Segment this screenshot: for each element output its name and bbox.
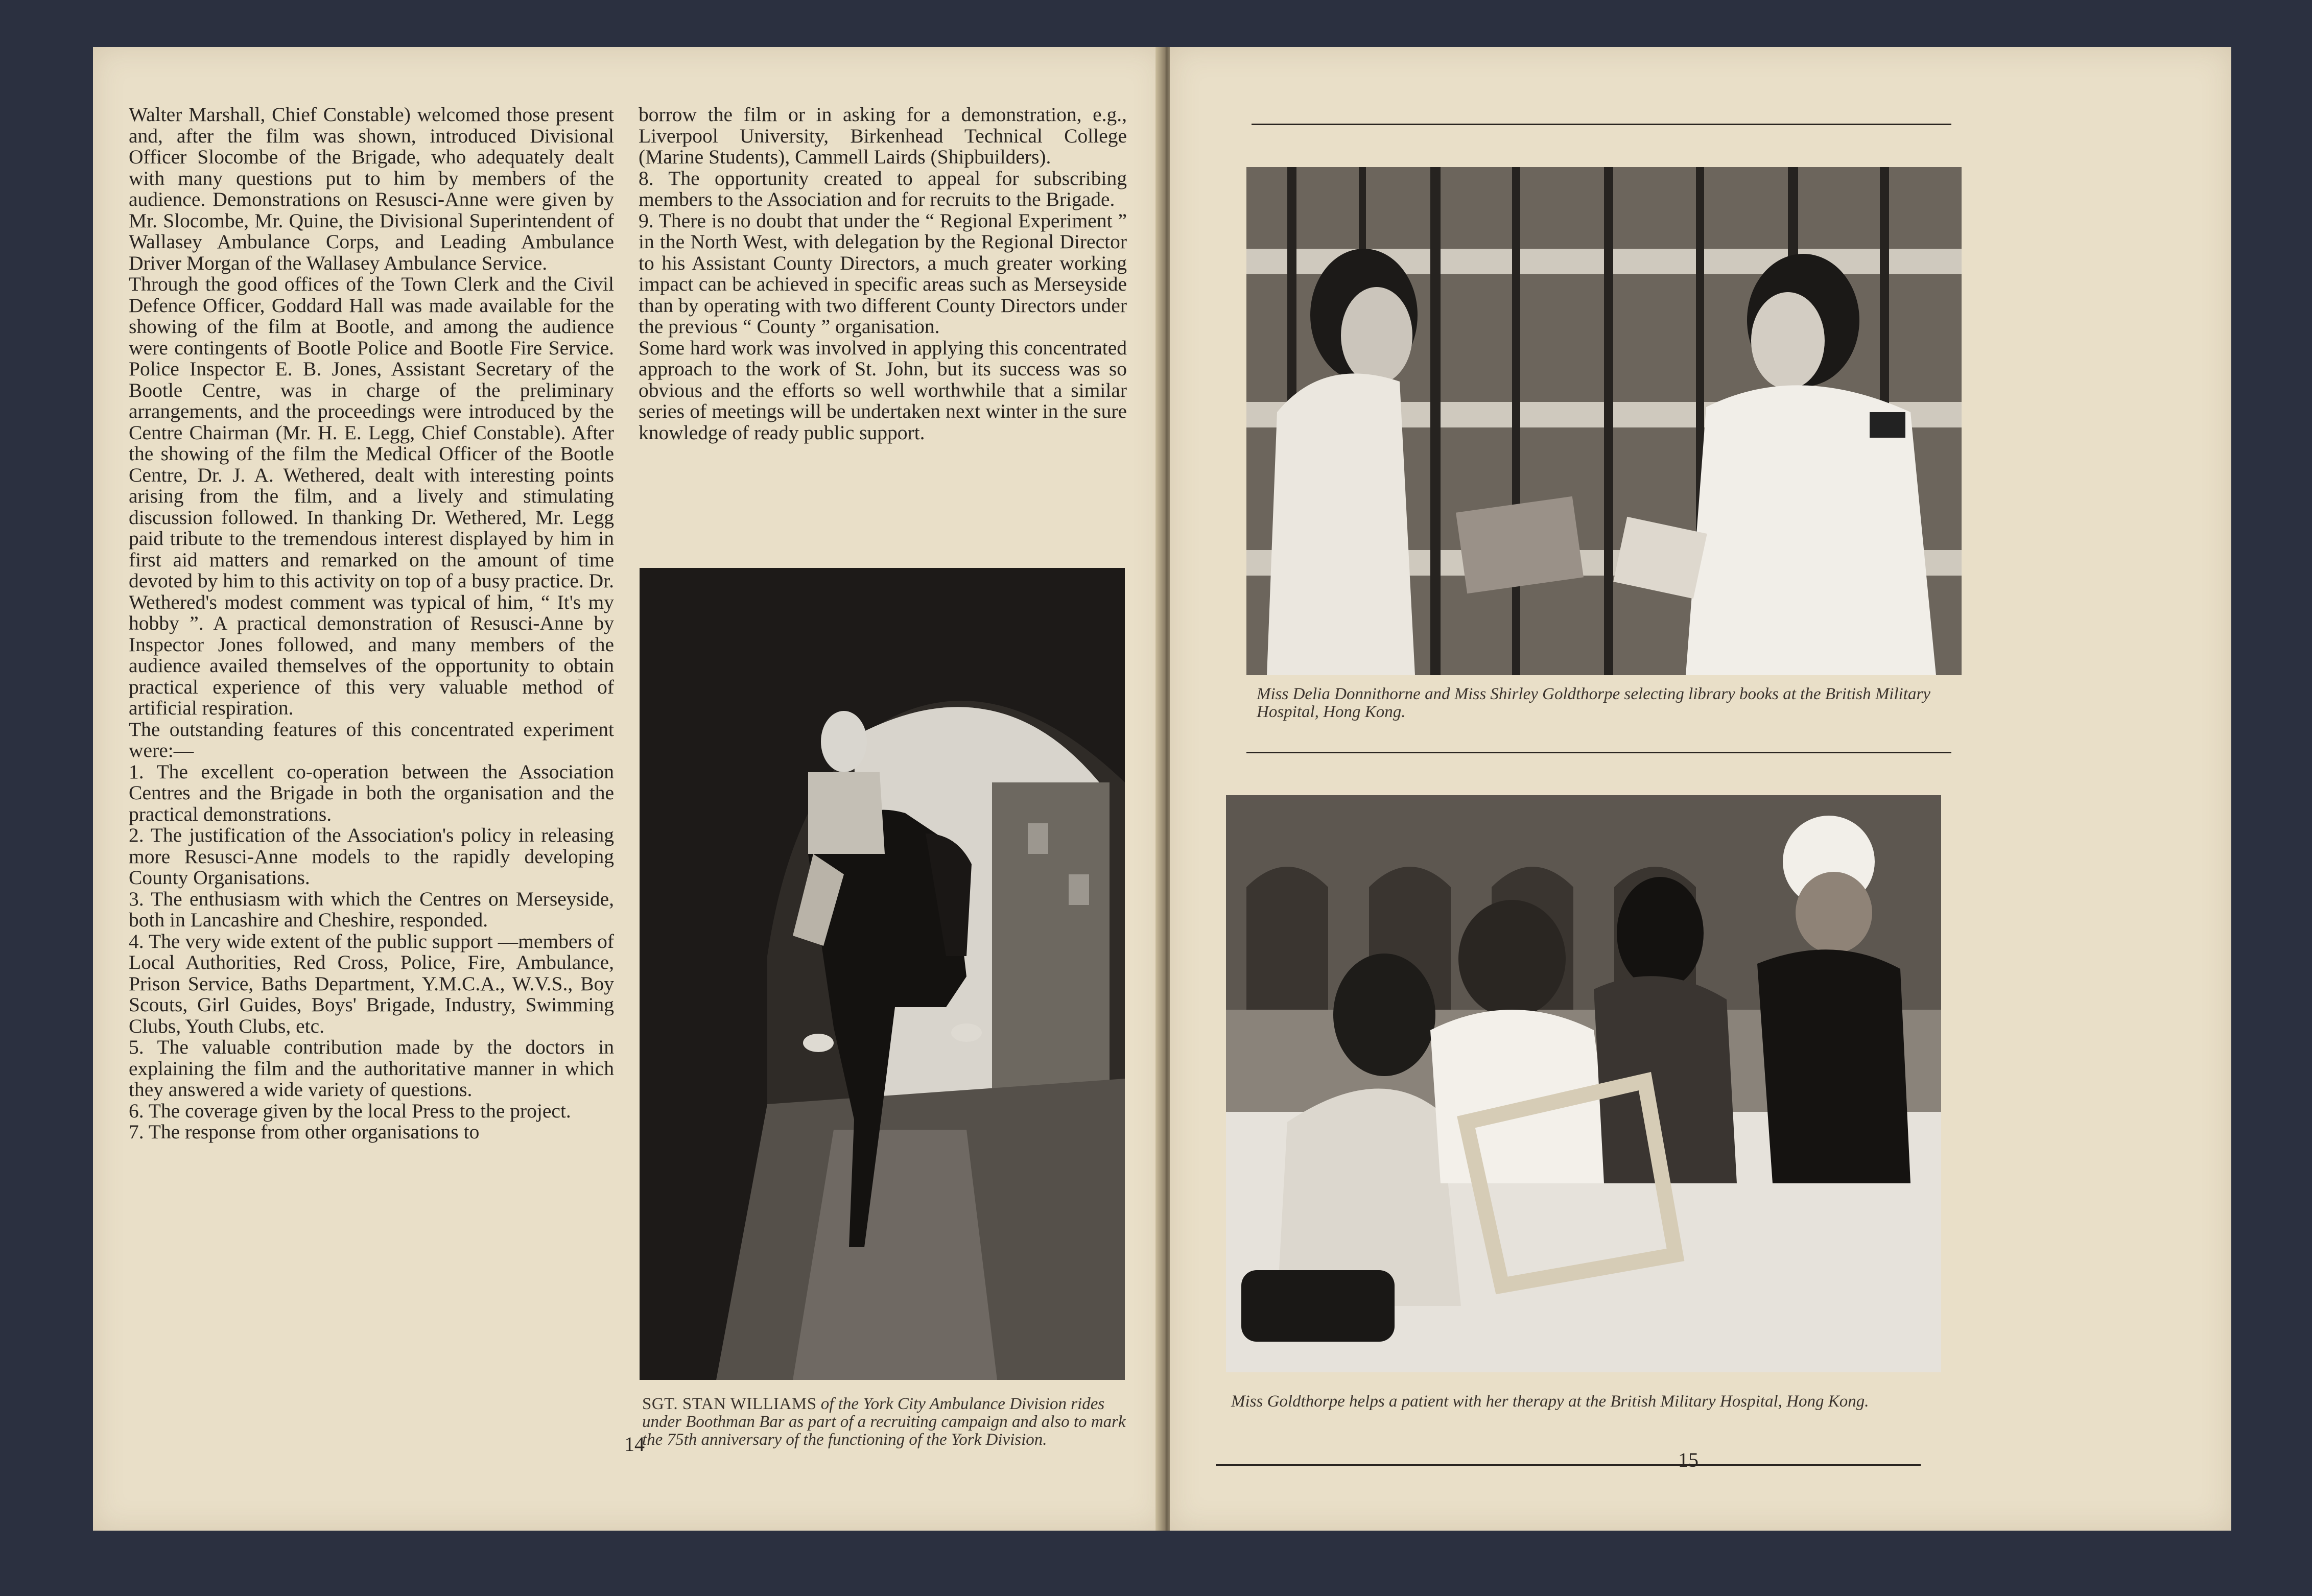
article-column-right: borrow the film or in asking for a demonstration, e.g., Liverpool University, Birkenhead Technical College (Marine Students), Cammell Lairds (Shipbuilders). 8. The opportunity created to appeal for subscribing members to the Association and for recruits to the Brigade. 9. There is no doubt that under the “ Regional Experiment ” in the North West, with delegation by the Regional Director to his Assistant County Directors, a much greater working impact can be achieved in specific areas such as Merseyside than by operating with two different County Directors under the previous “ County ” organisation. Some hard work was involved in applying this concentrated approach to the work of St. John, but its success was so obvious and the efforts so well worthwhile that a similar series of meetings will be undertaken next winter in the sure knowledge of ready public support.: [639, 103, 1127, 444]
divider-rule: [1246, 752, 1951, 753]
photo-library-books: [1246, 167, 1962, 675]
photo-caption-therapy: Miss Goldthorpe helps a patient with her therapy at the British Military Hospital, Hong Kong.: [1231, 1392, 1869, 1411]
article-column-left: Walter Marshall, Chief Constable) welcomed those present and, after the film was shown, introduced Divisional Officer Slocombe of the Brigade, who adequately dealt with many questions put to him by members of the audience. Demonstrations on Resusci-Anne were given by Mr. Slocombe, Mr. Quine, the Divisional Superintendent of Wallasey Ambulance Corps, and Leading Ambulance Driver Morgan of the Wallasey Ambulance Service. Through the good offices of the Town Clerk and the Civil Defence Officer, Goddard Hall was made available for the showing of the film at Bootle, and among the audience were contingents of Bootle Police and Bootle Fire Service. Police Inspector E. B. Jones, Assistant Secretary of the Bootle Centre, was in charge of the preliminary arrangements, and the proceedings were introduced by the Centre Chairman (Mr. H. E. Legg, Chief Constable). After the showing of the film the Medical Officer of the Bootle Centre, Dr. J. A. Wethered, dealt with interesting points arising from the film, and a lively and stimulating discussion followed. In thanking Dr. Wethered, Mr. Legg paid tribute to the tremendous interest displayed by him in first aid matters and remarked on the amount of time devoted by him to this activity on top of a busy practice. Dr. Wethered's modest comment was typical of him, “ It's my hobby ”. A practical demonstration of Resusci-Anne by Inspector Jones followed, and many members of the audience availed themselves of the opportunity to obtain practical experience of this very valuable method of artificial respiration. The outstanding features of this concentrated experiment were:— 1. The excellent co-operation between the Association Centres and the Brigade in both the organisation and the practical demonstrations. 2. The justification of the Association's policy in releasing more Resusci-Anne models to the rapidly developing County Organisations. 3. The enthusiasm with which the Centres on Merseyside, both in Lancashire and Cheshire, responded. 4. The very wide extent of the public support —members of Local Authorities, Red Cross, Police, Fire, Ambulance, Prison Service, Baths Department, Y.M.C.A., W.V.S., Boy Scouts, Girl Guides, Boys' Brigade, Industry, Swimming Clubs, Youth Clubs, etc. 5. The valuable contribution made by the doctors in explaining the film and the authoritative manner in which they answered a wide variety of questions. 6. The coverage given by the local Press to the project. 7. The response from other organisations to: [129, 103, 615, 1143]
photo-caption-horse-rider: [642, 1395, 1127, 1449]
left-page: [93, 47, 1163, 1531]
page-number-right: 15: [1678, 1448, 1698, 1471]
divider-rule: [1252, 124, 1951, 125]
divider-rule: [1216, 1464, 1921, 1466]
caption-text: of the York City Ambulance Division rides under Boothman Bar as part of a recruiting campaign and also to mark the 75th anniversary of the functioning of the York Division.: [642, 1395, 1126, 1449]
page-number-left: 14: [624, 1433, 645, 1456]
caption-lead-name: SGT. STAN WILLIAMS: [642, 1395, 817, 1413]
photo-patient-therapy: [1226, 795, 1941, 1372]
photo-caption-library: Miss Delia Donnithorne and Miss Shirley Goldthorpe selecting library books at the British Military Hospital, Hong Kong.: [1257, 685, 1930, 721]
photo-horse-rider: [640, 568, 1125, 1380]
right-page: [1170, 47, 2231, 1531]
